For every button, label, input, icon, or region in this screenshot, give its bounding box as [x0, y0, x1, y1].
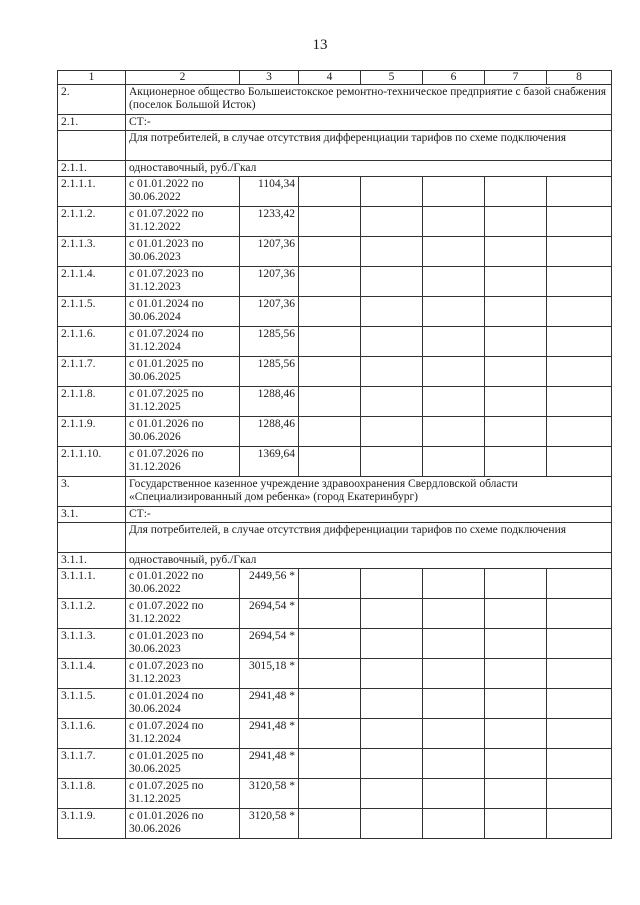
empty-cell [299, 417, 361, 447]
empty-cell [299, 357, 361, 387]
subsection-number: 2.1. [58, 115, 126, 131]
period-cell: с 01.07.2023 по 31.12.2023 [126, 267, 240, 297]
empty-cell [485, 629, 547, 659]
empty-cell [485, 569, 547, 599]
table-row [58, 267, 612, 297]
empty-cell [361, 327, 423, 357]
empty-cell [299, 629, 361, 659]
empty-cell [547, 327, 612, 357]
empty-cell [547, 417, 612, 447]
tariff-value: 1104,34 [240, 177, 299, 207]
table-row [58, 177, 612, 207]
rate-number: 3.1.1. [58, 553, 126, 569]
table-row [58, 327, 612, 357]
period-cell: с 01.07.2025 по 31.12.2025 [126, 779, 240, 809]
empty-cell [361, 749, 423, 779]
empty-cell [423, 327, 485, 357]
period-cell: с 01.07.2026 по 31.12.2026 [126, 447, 240, 477]
tariff-value: 1285,56 [240, 357, 299, 387]
empty-cell [423, 719, 485, 749]
empty-cell [299, 237, 361, 267]
consumer-group: Для потребителей, в случае отсутствия дифференциации тарифов по схеме подключения [126, 131, 612, 161]
period-cell: с 01.07.2024 по 31.12.2024 [126, 327, 240, 357]
empty-cell [299, 689, 361, 719]
empty-cell [361, 387, 423, 417]
period-cell: с 01.01.2026 по 30.06.2026 [126, 417, 240, 447]
period-cell: с 01.01.2022 по 30.06.2022 [126, 177, 240, 207]
table-row [58, 659, 612, 689]
tariff-value: 2694,54 * [240, 599, 299, 629]
empty-cell [547, 599, 612, 629]
empty-cell [485, 417, 547, 447]
empty-cell [485, 297, 547, 327]
row-number: 2.1.1.6. [58, 327, 126, 357]
period-cell: с 01.01.2023 по 30.06.2023 [126, 237, 240, 267]
empty-cell [423, 207, 485, 237]
column-header: 6 [423, 71, 485, 85]
tariff-value: 1207,36 [240, 237, 299, 267]
empty-cell [423, 447, 485, 477]
organization-row [58, 477, 612, 507]
tariff-value: 3120,58 * [240, 809, 299, 839]
empty-cell [299, 207, 361, 237]
column-header: 5 [361, 71, 423, 85]
empty-cell [423, 569, 485, 599]
empty-cell [485, 327, 547, 357]
rate-row [58, 161, 612, 177]
empty-cell [547, 659, 612, 689]
consumers-row [58, 131, 612, 161]
empty-cell [361, 569, 423, 599]
tariff-value: 2449,56 * [240, 569, 299, 599]
organization-name: Акционерное общество Большеистокское ремонтно-техническое предприятие с базой снабжения (поселок Большой Исток) [126, 85, 612, 115]
empty-cell [361, 599, 423, 629]
empty-cell [423, 659, 485, 689]
empty-cell [547, 357, 612, 387]
empty-cell [485, 387, 547, 417]
table-row [58, 719, 612, 749]
empty-cell [361, 267, 423, 297]
empty-cell [547, 297, 612, 327]
empty-cell [361, 629, 423, 659]
empty-cell [423, 779, 485, 809]
empty-cell [547, 569, 612, 599]
row-number: 2.1.1.5. [58, 297, 126, 327]
tariff-type-row [58, 507, 612, 523]
empty-cell [361, 719, 423, 749]
period-cell: с 01.01.2025 по 30.06.2025 [126, 749, 240, 779]
period-cell: с 01.07.2023 по 31.12.2023 [126, 659, 240, 689]
column-header: 4 [299, 71, 361, 85]
empty-cell [485, 749, 547, 779]
row-number: 2.1.1.10. [58, 447, 126, 477]
empty-cell [547, 237, 612, 267]
period-cell: с 01.07.2024 по 31.12.2024 [126, 719, 240, 749]
consumer-group: Для потребителей, в случае отсутствия дифференциации тарифов по схеме подключения [126, 523, 612, 553]
empty-cell [547, 719, 612, 749]
empty-cell [299, 267, 361, 297]
row-number: 2.1.1.9. [58, 417, 126, 447]
empty-cell [299, 659, 361, 689]
subsection-number: 3.1. [58, 507, 126, 523]
empty-cell [485, 779, 547, 809]
empty-cell [299, 447, 361, 477]
empty-cell [361, 297, 423, 327]
empty-cell [299, 297, 361, 327]
period-cell: с 01.01.2024 по 30.06.2024 [126, 297, 240, 327]
empty-cell [299, 599, 361, 629]
tariff-value: 2941,48 * [240, 719, 299, 749]
header-row [58, 71, 612, 85]
empty-cell [423, 629, 485, 659]
period-cell: с 01.01.2022 по 30.06.2022 [126, 569, 240, 599]
tariff-value: 1288,46 [240, 417, 299, 447]
tariff-value: 3015,18 * [240, 659, 299, 689]
empty-cell [361, 659, 423, 689]
empty-cell [485, 659, 547, 689]
period-cell: с 01.01.2026 по 30.06.2026 [126, 809, 240, 839]
table-row [58, 237, 612, 267]
organization-row [58, 85, 612, 115]
empty-cell [485, 267, 547, 297]
section-number: 3. [58, 477, 126, 507]
row-number: 3.1.1.7. [58, 749, 126, 779]
period-cell: с 01.07.2025 по 31.12.2025 [126, 387, 240, 417]
tariff-value: 3120,58 * [240, 779, 299, 809]
empty-cell [547, 447, 612, 477]
row-number: 2.1.1.1. [58, 177, 126, 207]
empty-cell [299, 749, 361, 779]
table-row [58, 417, 612, 447]
table-row [58, 569, 612, 599]
empty-cell [361, 447, 423, 477]
tariff-value: 2694,54 * [240, 629, 299, 659]
organization-name: Государственное казенное учреждение здравоохранения Свердловской области «Специализированный дом ребенка» (город Екатеринбург) [126, 477, 612, 507]
row-number: 3.1.1.9. [58, 809, 126, 839]
tariff-type-row [58, 115, 612, 131]
table-row [58, 297, 612, 327]
table-row [58, 629, 612, 659]
empty-cell [485, 689, 547, 719]
tariff-value: 1207,36 [240, 267, 299, 297]
row-number: 3.1.1.5. [58, 689, 126, 719]
empty-cell [485, 207, 547, 237]
tariff-table [57, 70, 612, 839]
empty-cell [299, 719, 361, 749]
empty-cell [485, 599, 547, 629]
empty-cell [361, 357, 423, 387]
empty-cell [547, 809, 612, 839]
period-cell: с 01.01.2024 по 30.06.2024 [126, 689, 240, 719]
period-cell: с 01.01.2023 по 30.06.2023 [126, 629, 240, 659]
empty-cell [299, 177, 361, 207]
empty-cell [423, 267, 485, 297]
period-cell: с 01.07.2022 по 31.12.2022 [126, 599, 240, 629]
empty-cell [423, 357, 485, 387]
empty-cell [423, 387, 485, 417]
empty-cell [423, 749, 485, 779]
empty-cell [485, 177, 547, 207]
empty-cell [423, 237, 485, 267]
section-number: 2. [58, 85, 126, 115]
empty-cell [361, 779, 423, 809]
table-row [58, 207, 612, 237]
tariff-value: 1369,64 [240, 447, 299, 477]
empty-cell [299, 569, 361, 599]
row-number: 3.1.1.8. [58, 779, 126, 809]
column-header: 3 [240, 71, 299, 85]
rate-label: одноставочный, руб./Гкал [126, 553, 612, 569]
tariff-value: 1288,46 [240, 387, 299, 417]
empty-cell [423, 177, 485, 207]
row-number: 2.1.1.7. [58, 357, 126, 387]
tariff-value: 2941,48 * [240, 749, 299, 779]
empty-cell [547, 207, 612, 237]
empty-cell [547, 689, 612, 719]
period-cell: с 01.01.2025 по 30.06.2025 [126, 357, 240, 387]
table-row [58, 447, 612, 477]
row-number: 3.1.1.3. [58, 629, 126, 659]
table-row [58, 689, 612, 719]
rate-label: одноставочный, руб./Гкал [126, 161, 612, 177]
row-number: 3.1.1.6. [58, 719, 126, 749]
empty-cell [299, 809, 361, 839]
period-cell: с 01.07.2022 по 31.12.2022 [126, 207, 240, 237]
empty-cell [361, 689, 423, 719]
empty-cell [361, 207, 423, 237]
empty-cell [485, 237, 547, 267]
tariff-type: СТ:- [126, 507, 612, 523]
empty-cell [423, 297, 485, 327]
tariff-type: СТ:- [126, 115, 612, 131]
tariff-value: 1285,56 [240, 327, 299, 357]
row-number: 2.1.1.3. [58, 237, 126, 267]
empty-cell [485, 809, 547, 839]
empty-cell [423, 809, 485, 839]
empty-cell [58, 131, 126, 161]
row-number: 3.1.1.1. [58, 569, 126, 599]
empty-cell [547, 387, 612, 417]
table-row [58, 809, 612, 839]
empty-cell [423, 689, 485, 719]
empty-cell [485, 719, 547, 749]
table-row [58, 749, 612, 779]
empty-cell [299, 387, 361, 417]
empty-cell [485, 357, 547, 387]
empty-cell [423, 417, 485, 447]
row-number: 3.1.1.4. [58, 659, 126, 689]
empty-cell [485, 447, 547, 477]
table-row [58, 599, 612, 629]
column-header: 2 [126, 71, 240, 85]
table-row [58, 779, 612, 809]
row-number: 3.1.1.2. [58, 599, 126, 629]
consumers-row [58, 523, 612, 553]
rate-number: 2.1.1. [58, 161, 126, 177]
empty-cell [299, 779, 361, 809]
page-number: 13 [312, 37, 328, 53]
table-row [58, 357, 612, 387]
empty-cell [423, 599, 485, 629]
empty-cell [547, 749, 612, 779]
empty-cell [547, 779, 612, 809]
empty-cell [361, 809, 423, 839]
tariff-value: 1233,42 [240, 207, 299, 237]
column-header: 1 [58, 71, 126, 85]
empty-cell [361, 237, 423, 267]
empty-cell [547, 629, 612, 659]
empty-cell [299, 327, 361, 357]
rate-row [58, 553, 612, 569]
column-header: 7 [485, 71, 547, 85]
row-number: 2.1.1.8. [58, 387, 126, 417]
empty-cell [361, 177, 423, 207]
table-row [58, 387, 612, 417]
row-number: 2.1.1.4. [58, 267, 126, 297]
empty-cell [361, 417, 423, 447]
column-header: 8 [547, 71, 612, 85]
row-number: 2.1.1.2. [58, 207, 126, 237]
empty-cell [547, 267, 612, 297]
empty-cell [58, 523, 126, 553]
empty-cell [547, 177, 612, 207]
tariff-value: 2941,48 * [240, 689, 299, 719]
tariff-value: 1207,36 [240, 297, 299, 327]
tariff-table-body [58, 71, 612, 839]
